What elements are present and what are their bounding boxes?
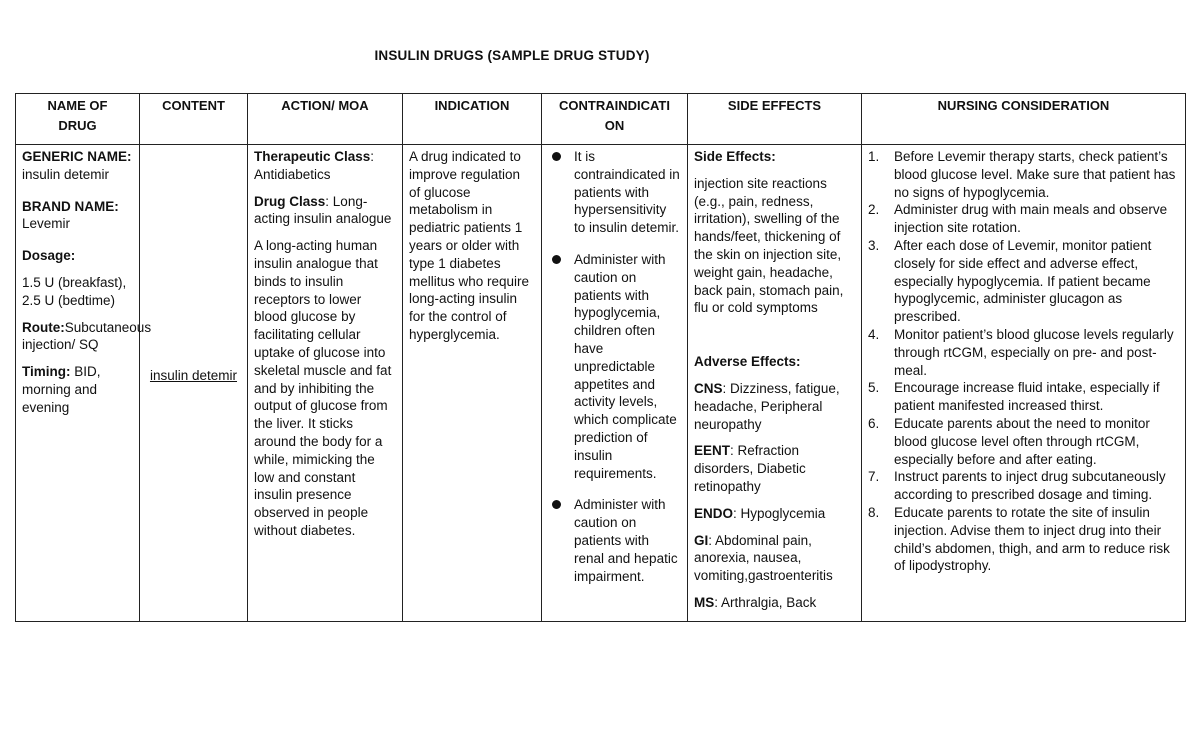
adverse-eent: EENT: Refraction disorders, Diabetic retinopathy xyxy=(694,443,806,494)
header-side-effects: SIDE EFFECTS xyxy=(688,94,862,145)
adverse-ms: MS: Arthralgia, Back xyxy=(694,594,817,610)
header-contraindication: CONTRAINDICATI ON xyxy=(542,94,688,145)
header-row xyxy=(16,94,1186,145)
dosage-value: 1.5 U (breakfast), 2.5 U (bedtime) xyxy=(22,274,127,308)
nursing-item: 8. Educate parents to rotate the site of insulin injection. Advise them to inject drug into their child’s abdomen, thigh, and arm to reduce risk of lipodystrophy. xyxy=(868,504,1170,574)
generic-name-label: GENERIC NAME: xyxy=(22,149,132,164)
contraindication-item: Administer with caution on patients with hypoglycemia, children often have unpredictable appetites and activity levels, which complicate prediction of insulin requirements. xyxy=(548,251,681,482)
document-title: INSULIN DRUGS (SAMPLE DRUG STUDY) xyxy=(374,48,650,63)
header-indication: INDICATION xyxy=(403,94,542,145)
nursing-item: 3. After each dose of Levemir, monitor patient closely for side effect and adverse effect, especially hypoglycemia. If patient became hypoglycemic, administer glucagon as prescribed. xyxy=(868,237,1152,325)
brand-name-label: BRAND NAME: xyxy=(22,198,119,214)
nursing-list xyxy=(868,148,1179,575)
generic-name-value: insulin detemir xyxy=(22,166,110,182)
adverse-effects-label: Adverse Effects: xyxy=(694,354,801,370)
brand-name-value: Levemir xyxy=(22,216,71,232)
side-effects-label: Side Effects: xyxy=(694,149,776,164)
content-value: insulin detemir xyxy=(149,368,238,383)
nursing-item: 2. Administer drug with main meals and observe injection site rotation. xyxy=(868,202,1168,236)
header-nursing-consideration: NURSING CONSIDERATION xyxy=(862,94,1186,145)
nursing-item: 7. Instruct parents to inject drug subcutaneously according to prescribed dosage and timing. xyxy=(868,469,1166,503)
header-name-of-drug: NAME OF DRUG xyxy=(16,94,140,145)
contraindication-cell xyxy=(542,145,688,622)
side-effects-text: injection site reactions (e.g., pain, redness, irritation), swelling of the hands/feet, thickening of the skin on injection site, weight gain, headache, back pain, stomach pain, flu or cold symptoms xyxy=(694,175,844,316)
route: Route:Subcutaneous injection/ SQ xyxy=(22,319,152,353)
header-action-moa: ACTION/ MOA xyxy=(248,94,403,145)
adverse-endo: ENDO: Hypoglycemia xyxy=(694,505,826,521)
action-moa-cell xyxy=(248,145,403,622)
side-effects-cell xyxy=(688,145,862,622)
name-of-drug-cell xyxy=(16,145,152,622)
indication-text: A drug indicated to improve regulation of glucose metabolism in pediatric patients 1 years or older with type 1 diabetes mellitus who require long-acting insulin for the control of hyperglycemia. xyxy=(409,149,530,342)
contraindication-list xyxy=(548,148,681,585)
mechanism-of-action: A long-acting human insulin analogue that binds to insulin receptors to lower blood glucose by facilitating cellular uptake of glucose into skeletal muscle and fat and by inhibiting the output of glucose from the liver. It sticks around the body for a while, mimicking the low and constant insulin presence observed in people without diabetes. xyxy=(254,238,392,538)
adverse-cns: CNS: Dizziness, fatigue, headache, Peripheral neuropathy xyxy=(694,380,840,432)
nursing-consideration-cell xyxy=(862,145,1186,622)
nursing-item: 4. Monitor patient’s blood glucose levels regularly through rtCGM, especially on pre- and post-meal. xyxy=(868,326,1174,378)
adverse-gi: GI: Abdominal pain, anorexia, nausea, vomiting,gastroenteritis xyxy=(694,532,833,584)
drug-row xyxy=(16,145,1186,622)
therapeutic-class: Therapeutic Class: Antidiabetics xyxy=(254,149,375,182)
content-cell xyxy=(140,145,248,622)
drug-study-table xyxy=(15,93,1186,622)
nursing-item: 6. Educate parents about the need to monitor blood glucose level often through rtCGM, especially before and after eating. xyxy=(868,415,1150,467)
timing: Timing: BID, morning and evening xyxy=(22,364,101,415)
nursing-item: 5. Encourage increase fluid intake, especially if patient manifested increased thirst. xyxy=(868,380,1160,414)
header-content: CONTENT xyxy=(140,94,248,145)
dosage-label: Dosage: xyxy=(22,248,76,264)
indication-cell xyxy=(403,145,542,622)
drug-class: Drug Class: Long-acting insulin analogue xyxy=(254,193,392,227)
contraindication-item: Administer with caution on patients with renal and hepatic impairment. xyxy=(548,496,681,585)
nursing-item: 1. Before Levemir therapy starts, check patient’s blood glucose level. Make sure that patient has no signs of hypoglycemia. xyxy=(868,149,1176,200)
contraindication-item: It is contraindicated in patients with hypersensitivity to insulin detemir. xyxy=(548,148,681,237)
